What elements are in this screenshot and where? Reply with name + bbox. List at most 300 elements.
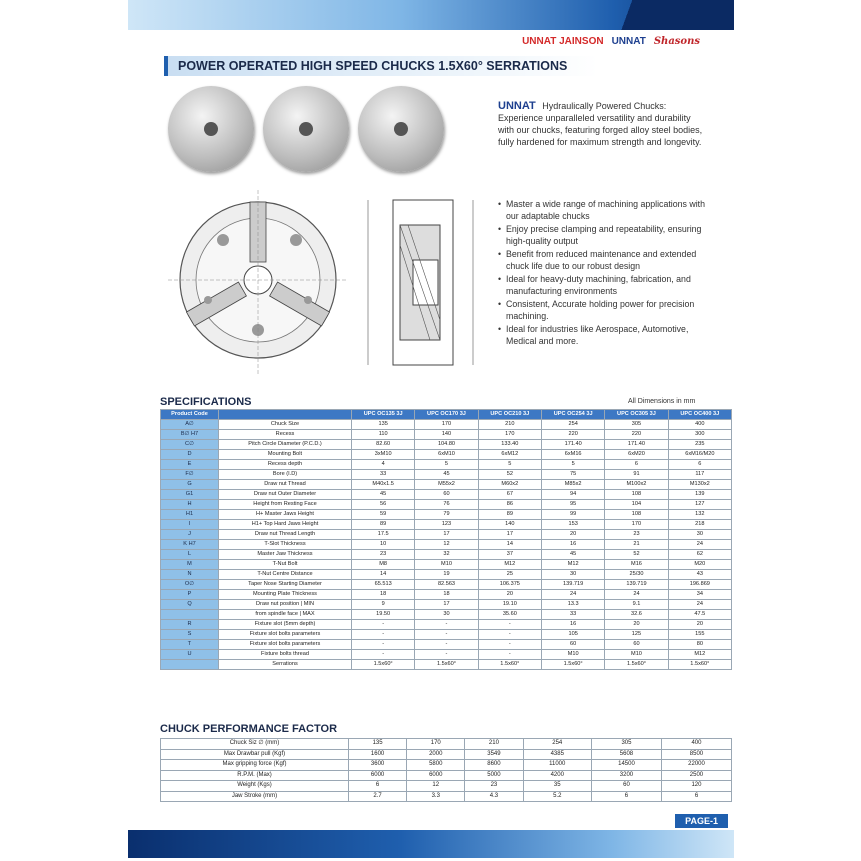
spec-row [161, 660, 732, 670]
spec-cell: 34 [668, 590, 731, 600]
spec-cell: 94 [541, 490, 604, 500]
chuck-photos [168, 86, 488, 172]
perf-cell: 3600 [349, 760, 407, 771]
spec-cell: - [478, 640, 541, 650]
spec-cell: 170 [478, 430, 541, 440]
spec-cell: - [352, 650, 415, 660]
spec-cell: M20 [668, 560, 731, 570]
specifications-table [160, 409, 732, 670]
technical-drawing [168, 180, 498, 385]
spec-cell: 254 [541, 420, 604, 430]
spec-cell: 33 [541, 610, 604, 620]
spec-cell: 62 [668, 550, 731, 560]
feature-item: • Master a wide range of machining applications with our adaptable chucks [498, 198, 712, 222]
spec-cell: 18 [415, 590, 478, 600]
spec-cell: M8 [352, 560, 415, 570]
spec-cell: 140 [415, 430, 478, 440]
spec-cell: 5 [415, 460, 478, 470]
perf-cell: 6000 [349, 770, 407, 781]
perf-cell: 5.2 [523, 791, 591, 802]
spec-cell: 89 [478, 510, 541, 520]
spec-cell: 17 [478, 530, 541, 540]
spec-cell: 16 [541, 540, 604, 550]
spec-row [161, 470, 732, 480]
spec-cell: C∅ [161, 440, 219, 450]
perf-cell: Max Drawbar pull (Kgf) [161, 749, 349, 760]
perf-cell: 254 [523, 739, 591, 750]
performance-table [160, 738, 732, 802]
spec-cell: 1.5x60° [668, 660, 731, 670]
perf-row [161, 781, 732, 792]
spec-cell: 196.869 [668, 580, 731, 590]
perf-cell: 60 [591, 781, 661, 792]
spec-cell: 170 [415, 420, 478, 430]
spec-cell: 171.40 [541, 440, 604, 450]
perf-row [161, 749, 732, 760]
spec-row [161, 610, 732, 620]
spec-cell: Mounting Plate Thickness [219, 590, 352, 600]
feature-item: • Benefit from reduced maintenance and extended chuck life due to our robust design [498, 248, 712, 272]
spec-cell: Taper Nose Starting Diameter [219, 580, 352, 590]
spec-cell: 1.5x60° [605, 660, 668, 670]
spec-header-cell [219, 410, 352, 420]
spec-cell: 99 [541, 510, 604, 520]
spec-row [161, 550, 732, 560]
spec-cell: 132 [668, 510, 731, 520]
spec-cell: M10 [415, 560, 478, 570]
perf-row [161, 770, 732, 781]
spec-cell: 52 [478, 470, 541, 480]
spec-cell: 220 [541, 430, 604, 440]
spec-cell: E [161, 460, 219, 470]
spec-cell: M10 [605, 650, 668, 660]
spec-cell: B∅ H7 [161, 430, 219, 440]
perf-cell: 4.3 [465, 791, 523, 802]
spec-cell: 9.1 [605, 600, 668, 610]
description-text: Hydraulically Powered Chucks: Experience unparalleled versatility and durability with our chucks, featuring forged alloy steel bodies, fully hardened for maximum strength and longevity. [498, 101, 703, 147]
spec-cell: 16 [541, 620, 604, 630]
dimensions-note: All Dimensions in mm [628, 398, 696, 405]
spec-cell: 30 [668, 530, 731, 540]
spec-cell: M12 [478, 560, 541, 570]
page-title: POWER OPERATED HIGH SPEED CHUCKS 1.5X60° SERRATIONS [164, 56, 598, 76]
perf-cell: 23 [465, 781, 523, 792]
spec-cell: 140 [478, 520, 541, 530]
spec-cell: 218 [668, 520, 731, 530]
spec-cell: 235 [668, 440, 731, 450]
spec-cell: H [161, 500, 219, 510]
spec-cell: 300 [668, 430, 731, 440]
spec-cell: Mounting Bolt [219, 450, 352, 460]
spec-cell: 24 [605, 590, 668, 600]
spec-cell: Draw nut Outer Diameter [219, 490, 352, 500]
spec-cell: H+ Master Jaws Height [219, 510, 352, 520]
spec-cell: 139 [668, 490, 731, 500]
spec-cell: 5 [541, 460, 604, 470]
spec-row [161, 580, 732, 590]
spec-cell: 9 [352, 600, 415, 610]
spec-row [161, 620, 732, 630]
feature-item: • Consistent, Accurate holding power for precision machining. [498, 298, 712, 322]
spec-cell: A∅ [161, 420, 219, 430]
perf-cell: 5608 [591, 749, 661, 760]
perf-cell: 6 [349, 781, 407, 792]
spec-cell: Height from Resting Face [219, 500, 352, 510]
spec-cell: 24 [541, 590, 604, 600]
spec-cell: 153 [541, 520, 604, 530]
spec-cell: 52 [605, 550, 668, 560]
perf-cell: 35 [523, 781, 591, 792]
spec-cell: 4 [352, 460, 415, 470]
spec-cell: I [161, 520, 219, 530]
spec-cell: Q [161, 600, 219, 610]
spec-cell: - [415, 650, 478, 660]
spec-cell: Bore (I.D) [219, 470, 352, 480]
spec-cell: 104.80 [415, 440, 478, 450]
spec-cell: 123 [415, 520, 478, 530]
brand-logos [522, 36, 700, 47]
spec-cell: 76 [415, 500, 478, 510]
perf-cell: 210 [465, 739, 523, 750]
spec-header-cell: UPC OC170 3J [415, 410, 478, 420]
spec-row [161, 600, 732, 610]
perf-cell: 4385 [523, 749, 591, 760]
feature-item: • Enjoy precise clamping and repeatability, ensuring high-quality output [498, 223, 712, 247]
spec-cell: 80 [668, 640, 731, 650]
spec-cell: 60 [415, 490, 478, 500]
perf-cell: 8600 [465, 760, 523, 771]
spec-cell: 1.5x60° [352, 660, 415, 670]
spec-cell: 60 [541, 640, 604, 650]
perf-cell: 400 [661, 739, 731, 750]
spec-cell: 30 [541, 570, 604, 580]
page-number: PAGE-1 [675, 814, 728, 828]
spec-cell: - [415, 620, 478, 630]
spec-cell: Draw nut position | MIN [219, 600, 352, 610]
chuck-photo-1 [168, 86, 254, 172]
spec-row [161, 570, 732, 580]
spec-cell: 106.375 [478, 580, 541, 590]
spec-cell: 5 [478, 460, 541, 470]
perf-cell: 2000 [407, 749, 465, 760]
spec-row [161, 430, 732, 440]
spec-cell: 14 [478, 540, 541, 550]
feature-item: • Ideal for industries like Aerospace, Automotive, Medical and more. [498, 323, 712, 347]
spec-cell: 6xM12 [478, 450, 541, 460]
perf-row [161, 739, 732, 750]
spec-cell: 45 [415, 470, 478, 480]
spec-cell: 1.5x60° [541, 660, 604, 670]
spec-cell: - [415, 630, 478, 640]
perf-cell: 170 [407, 739, 465, 750]
spec-cell: - [352, 620, 415, 630]
spec-cell: M100x2 [605, 480, 668, 490]
spec-row [161, 530, 732, 540]
spec-cell: 45 [541, 550, 604, 560]
spec-cell: D [161, 450, 219, 460]
spec-cell: - [415, 640, 478, 650]
spec-cell: 20 [541, 530, 604, 540]
spec-cell: from spindle face | MAX [219, 610, 352, 620]
spec-cell: U [161, 650, 219, 660]
spec-cell: M40x1.5 [352, 480, 415, 490]
spec-cell: 6 [605, 460, 668, 470]
spec-cell: 400 [668, 420, 731, 430]
spec-cell: 108 [605, 510, 668, 520]
brand-shasons: Shasons [653, 36, 700, 47]
perf-cell: 120 [661, 781, 731, 792]
feature-item: • Ideal for heavy-duty machining, fabrication, and manufacturing environments [498, 273, 712, 297]
perf-cell: Weight (Kgs) [161, 781, 349, 792]
spec-cell: - [478, 620, 541, 630]
spec-cell: 33 [352, 470, 415, 480]
perf-cell: 8500 [661, 749, 731, 760]
spec-cell: 104 [605, 500, 668, 510]
unnat-logo: UNNAT [498, 100, 536, 112]
spec-cell: 60 [605, 640, 668, 650]
spec-cell: 18 [352, 590, 415, 600]
spec-row [161, 500, 732, 510]
spec-header-cell: Product Code [161, 410, 219, 420]
spec-cell: 19 [415, 570, 478, 580]
spec-cell: Recess [219, 430, 352, 440]
spec-cell: Fixture slot bolts parameters [219, 640, 352, 650]
spec-cell: Fixture bolts thread [219, 650, 352, 660]
spec-cell: M12 [541, 560, 604, 570]
spec-cell: 95 [541, 500, 604, 510]
description-block [498, 100, 706, 148]
spec-cell: F∅ [161, 470, 219, 480]
spec-cell: 17 [415, 530, 478, 540]
spec-cell: - [478, 630, 541, 640]
feature-list [498, 198, 712, 348]
spec-cell: 108 [605, 490, 668, 500]
perf-cell: 4200 [523, 770, 591, 781]
spec-cell: 139.719 [541, 580, 604, 590]
spec-cell: Recess depth [219, 460, 352, 470]
spec-header-cell: UPC OC210 3J [478, 410, 541, 420]
chuck-photo-2 [263, 86, 349, 172]
spec-cell: 6 [668, 460, 731, 470]
perf-cell: 135 [349, 739, 407, 750]
spec-cell: K H7 [161, 540, 219, 550]
spec-row [161, 640, 732, 650]
perf-cell: 14500 [591, 760, 661, 771]
spec-row [161, 460, 732, 470]
spec-cell: 139.719 [605, 580, 668, 590]
spec-cell: 35.60 [478, 610, 541, 620]
perf-cell: 2500 [661, 770, 731, 781]
spec-cell: O∅ [161, 580, 219, 590]
spec-header-cell: UPC OC400 3J [668, 410, 731, 420]
spec-cell: 43 [668, 570, 731, 580]
spec-cell: Serrations [219, 660, 352, 670]
spec-row [161, 440, 732, 450]
spec-row [161, 590, 732, 600]
spec-cell: 3xM10 [352, 450, 415, 460]
spec-cell: 6xM10 [415, 450, 478, 460]
perf-cell: 3.3 [407, 791, 465, 802]
spec-cell: 135 [352, 420, 415, 430]
spec-cell: 210 [478, 420, 541, 430]
spec-cell: N [161, 570, 219, 580]
perf-row [161, 791, 732, 802]
spec-cell: 32.6 [605, 610, 668, 620]
spec-cell: Draw nut Thread Length [219, 530, 352, 540]
spec-cell: - [352, 630, 415, 640]
spec-header-cell: UPC OC254 3J [541, 410, 604, 420]
spec-cell: Pitch Circle Diameter (P.C.D.) [219, 440, 352, 450]
perf-cell: 3549 [465, 749, 523, 760]
spec-cell: 23 [605, 530, 668, 540]
perf-cell: 3200 [591, 770, 661, 781]
spec-cell: 12 [415, 540, 478, 550]
spec-cell: 59 [352, 510, 415, 520]
spec-cell: 67 [478, 490, 541, 500]
spec-cell: S [161, 630, 219, 640]
spec-cell: 79 [415, 510, 478, 520]
spec-cell: T-Nut Bolt [219, 560, 352, 570]
spec-cell: 6xM20 [605, 450, 668, 460]
spec-cell: 20 [605, 620, 668, 630]
spec-header-cell: UPC OC135 3J [352, 410, 415, 420]
spec-cell: 117 [668, 470, 731, 480]
spec-cell: 23 [352, 550, 415, 560]
perf-cell: Chuck Siz ∅ (mm) [161, 739, 349, 750]
catalog-page [128, 0, 734, 861]
spec-cell: Fixture slot (5mm depth) [219, 620, 352, 630]
footer-band [128, 830, 734, 858]
spec-cell: 14 [352, 570, 415, 580]
spec-cell: 305 [605, 420, 668, 430]
spec-cell: R [161, 620, 219, 630]
spec-cell: 133.40 [478, 440, 541, 450]
spec-title: SPECIFICATIONS [160, 396, 252, 408]
spec-cell: 125 [605, 630, 668, 640]
spec-cell: 155 [668, 630, 731, 640]
perf-cell: 22000 [661, 760, 731, 771]
spec-cell: 20 [668, 620, 731, 630]
spec-cell: T-Nut Centre Distance [219, 570, 352, 580]
spec-row [161, 480, 732, 490]
spec-cell: 171.40 [605, 440, 668, 450]
spec-cell [161, 660, 219, 670]
spec-cell: M16 [605, 560, 668, 570]
brand-unnat: UNNAT [611, 36, 646, 47]
spec-cell: M55x2 [415, 480, 478, 490]
spec-cell: 6xM16/M20 [668, 450, 731, 460]
spec-cell: 220 [605, 430, 668, 440]
spec-cell: 19.10 [478, 600, 541, 610]
perf-cell: 2.7 [349, 791, 407, 802]
spec-row [161, 510, 732, 520]
perf-cell: 5800 [407, 760, 465, 771]
spec-cell: 47.5 [668, 610, 731, 620]
spec-cell: 6xM16 [541, 450, 604, 460]
spec-cell: H1 [161, 510, 219, 520]
spec-cell: 25 [478, 570, 541, 580]
spec-cell: 75 [541, 470, 604, 480]
perf-cell: 12 [407, 781, 465, 792]
spec-row [161, 540, 732, 550]
spec-cell: 170 [605, 520, 668, 530]
spec-cell: 82.60 [352, 440, 415, 450]
spec-header-cell: UPC OC305 3J [605, 410, 668, 420]
perf-cell: 5000 [465, 770, 523, 781]
spec-row [161, 420, 732, 430]
spec-cell: 24 [668, 600, 731, 610]
spec-cell: 25/30 [605, 570, 668, 580]
spec-cell [161, 610, 219, 620]
spec-cell: M [161, 560, 219, 570]
perf-cell: 1600 [349, 749, 407, 760]
perf-cell: 6 [591, 791, 661, 802]
spec-row [161, 560, 732, 570]
spec-cell: - [352, 640, 415, 650]
spec-cell: 110 [352, 430, 415, 440]
spec-cell: T-Slot Thickness [219, 540, 352, 550]
spec-row [161, 490, 732, 500]
spec-cell: 56 [352, 500, 415, 510]
perf-cell: Max gripping force (Kgf) [161, 760, 349, 771]
spec-cell: Fixture slot bolts parameters [219, 630, 352, 640]
header-band [128, 0, 734, 30]
spec-cell: 86 [478, 500, 541, 510]
spec-cell: 19.50 [352, 610, 415, 620]
perf-row [161, 760, 732, 771]
perf-cell: Jaw Stroke (mm) [161, 791, 349, 802]
spec-cell: 65.513 [352, 580, 415, 590]
chuck-photo-3 [358, 86, 444, 172]
spec-cell: 105 [541, 630, 604, 640]
spec-cell: T [161, 640, 219, 650]
spec-cell: Draw nut Thread [219, 480, 352, 490]
spec-cell: Master Jaw Thickness [219, 550, 352, 560]
spec-cell: M10 [541, 650, 604, 660]
spec-cell: G [161, 480, 219, 490]
spec-cell: 32 [415, 550, 478, 560]
spec-cell: M130x2 [668, 480, 731, 490]
brand-unnat-jainson: UNNAT JAINSON [522, 36, 604, 47]
perf-cell: 6000 [407, 770, 465, 781]
spec-cell: 20 [478, 590, 541, 600]
spec-cell: 37 [478, 550, 541, 560]
spec-cell: G1 [161, 490, 219, 500]
perf-cell: 6 [661, 791, 731, 802]
spec-row [161, 650, 732, 660]
spec-cell: - [478, 650, 541, 660]
spec-cell: 89 [352, 520, 415, 530]
spec-cell: L [161, 550, 219, 560]
spec-row [161, 450, 732, 460]
spec-row [161, 630, 732, 640]
spec-cell: 24 [668, 540, 731, 550]
spec-cell: 30 [415, 610, 478, 620]
spec-cell: H1+ Top Hard Jaws Height [219, 520, 352, 530]
perf-title: CHUCK PERFORMANCE FACTOR [160, 723, 338, 735]
spec-cell: Chuck Size [219, 420, 352, 430]
spec-cell: M12 [668, 650, 731, 660]
spec-cell: 10 [352, 540, 415, 550]
perf-cell: R.P.M. (Max) [161, 770, 349, 781]
spec-cell: 1.5x60° [478, 660, 541, 670]
spec-cell: M85x2 [541, 480, 604, 490]
spec-cell: 17.5 [352, 530, 415, 540]
spec-cell: 21 [605, 540, 668, 550]
perf-cell: 305 [591, 739, 661, 750]
spec-cell: 13.3 [541, 600, 604, 610]
spec-cell: 82.563 [415, 580, 478, 590]
